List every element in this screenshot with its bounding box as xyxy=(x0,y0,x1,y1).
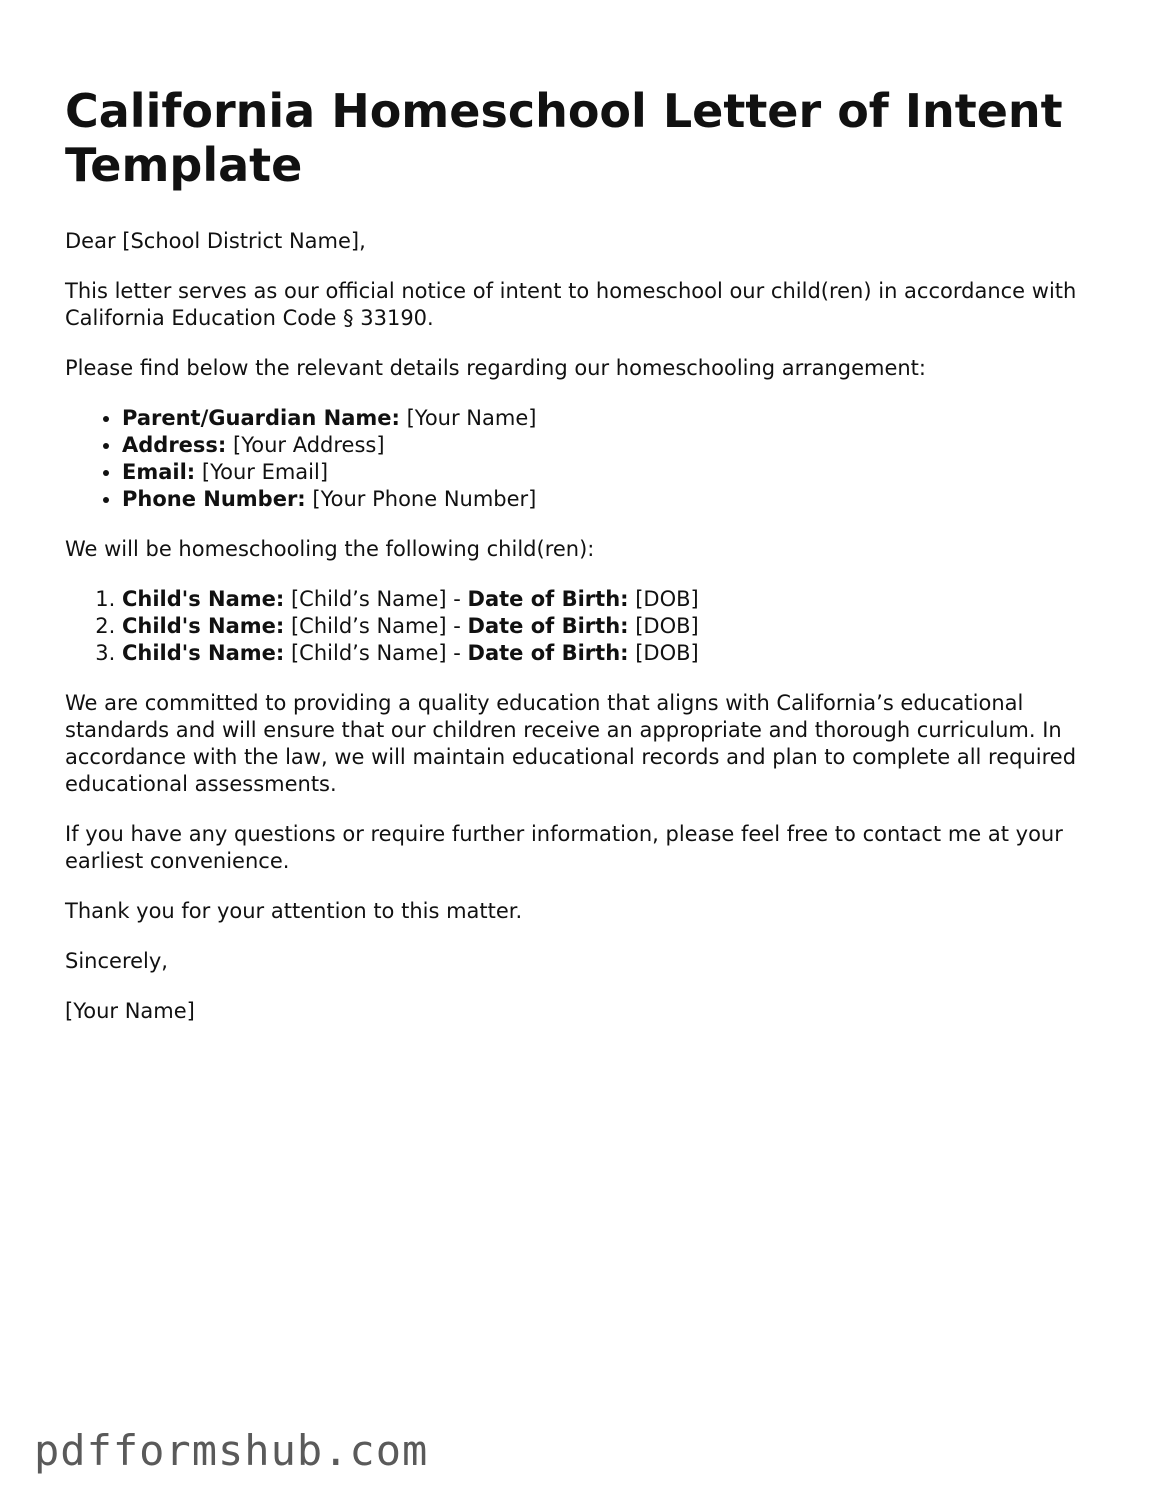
signature-name: [Your Name] xyxy=(65,999,195,1023)
list-item-child xyxy=(122,640,1125,667)
child-name-value: [Child’s Name] - xyxy=(284,641,468,665)
dob-label: Date of Birth: xyxy=(467,614,629,638)
list-item-email xyxy=(122,459,1125,486)
list-item-address xyxy=(122,432,1125,459)
field-value: [Your Phone Number] xyxy=(305,487,537,511)
closing: Sincerely, xyxy=(65,949,168,973)
child-name-label: Child's Name: xyxy=(122,587,285,611)
child-name-value: [Child’s Name] - xyxy=(284,587,468,611)
child-name-value: [Child’s Name] - xyxy=(284,614,468,638)
child-name-label: Child's Name: xyxy=(122,614,285,638)
commitment-paragraph: We are committed to providing a quality education that aligns with California’s educational standards and will ensure that our children receive an appropriate and thorough curriculum. In accordance with the law, we will maintain educational records and plan to complete all required educational assessments. xyxy=(65,691,1077,796)
parent-details-list xyxy=(65,405,1125,513)
contact-paragraph: If you have any questions or require further information, please feel free to contact me at your earliest convenience. xyxy=(65,822,1063,873)
intro-paragraph: This letter serves as our official notice of intent to homeschool our child(ren) in accordance with California Education Code § 33190. xyxy=(65,279,1077,330)
field-value: [Your Address] xyxy=(226,433,385,457)
field-label: Parent/Guardian Name: xyxy=(122,406,400,430)
dob-value: [DOB] xyxy=(628,641,699,665)
list-item-parent-name xyxy=(122,405,1125,432)
salutation: Dear [School District Name], xyxy=(65,229,366,253)
dob-value: [DOB] xyxy=(628,587,699,611)
list-item-child xyxy=(122,586,1125,613)
field-value: [Your Name] xyxy=(399,406,537,430)
dob-value: [DOB] xyxy=(628,614,699,638)
watermark: pdfformshub.com xyxy=(34,1426,429,1475)
field-value: [Your Email] xyxy=(195,460,329,484)
thanks-paragraph: Thank you for your attention to this matter. xyxy=(65,899,523,923)
field-label: Phone Number: xyxy=(122,487,306,511)
list-item-child xyxy=(122,613,1125,640)
page-title: California Homeschool Letter of Intent Template xyxy=(65,84,1063,192)
children-list xyxy=(65,586,1125,667)
details-intro: Please find below the relevant details regarding our homeschooling arrangement: xyxy=(65,356,926,380)
letter-page xyxy=(65,84,1125,1048)
dob-label: Date of Birth: xyxy=(467,641,629,665)
child-name-label: Child's Name: xyxy=(122,641,285,665)
field-label: Email: xyxy=(122,460,196,484)
field-label: Address: xyxy=(122,433,227,457)
children-intro: We will be homeschooling the following child(ren): xyxy=(65,537,595,561)
list-item-phone xyxy=(122,486,1125,513)
dob-label: Date of Birth: xyxy=(467,587,629,611)
